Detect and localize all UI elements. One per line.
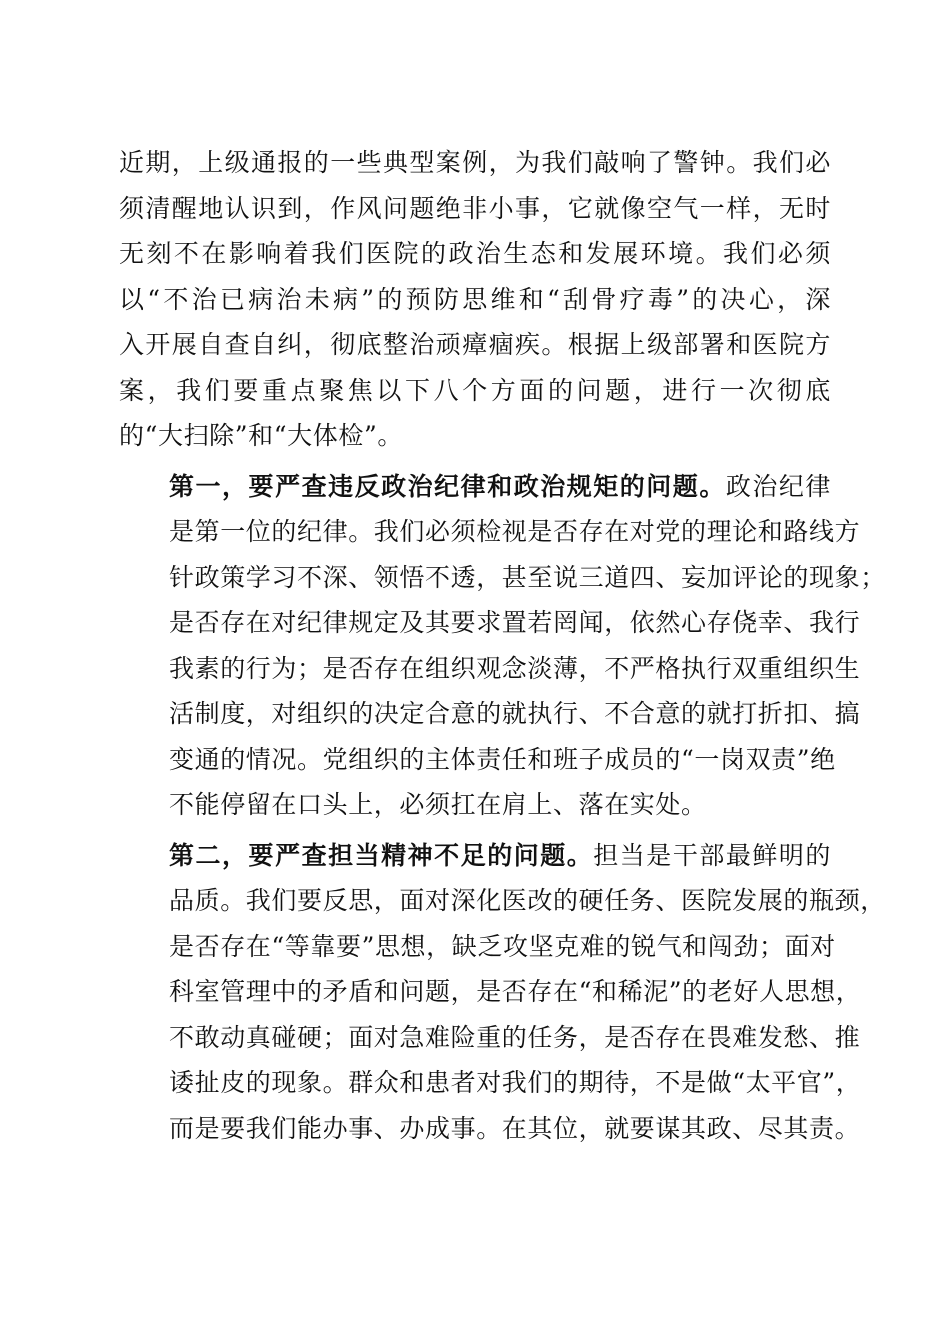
text-line bbox=[119, 277, 831, 323]
body-text: 品质。我们要反思，面对深化医改的硬任务、医院发展的瓶颈， bbox=[169, 886, 886, 915]
body-text: 近期，上级通报的一些典型案例，为我们敲响了警钟。我们必 bbox=[119, 148, 831, 177]
paragraph-2 bbox=[119, 464, 886, 828]
body-text: 诿扯皮的现象。群众和患者对我们的期待，不是做“太平官”， bbox=[169, 1068, 862, 1097]
body-text: 无刻不在影响着我们医院的政治生态和发展环境。我们必须 bbox=[119, 239, 831, 268]
text-line bbox=[119, 833, 831, 879]
text-line bbox=[119, 322, 831, 368]
text-line bbox=[119, 1106, 861, 1152]
bold-heading-text: 第一，要严查违反政治纪律和政治规矩的问题。 bbox=[169, 471, 726, 501]
text-line bbox=[119, 969, 862, 1015]
bold-heading-text: 第二，要严查担当精神不足的问题。 bbox=[169, 840, 594, 870]
paragraph-3 bbox=[119, 833, 886, 1152]
text-line bbox=[119, 231, 831, 277]
body-text: 科室管理中的矛盾和问题，是否存在“和稀泥”的老好人思想， bbox=[169, 977, 862, 1006]
text-line bbox=[119, 186, 831, 232]
body-text: 是第一位的纪律。我们必须检视是否存在对党的理论和路线方 bbox=[169, 517, 861, 546]
body-text: 的“大扫除”和“大体检”。 bbox=[119, 421, 403, 450]
body-text: 入开展自查自纠，彻底整治顽瘴痼疾。根据上级部署和医院方 bbox=[119, 330, 831, 359]
body-text: 不敢动真碰硬；面对急难险重的任务，是否存在畏难发愁、推 bbox=[169, 1022, 861, 1052]
body-text: 我素的行为；是否存在组织观念淡薄，不严格执行双重组织生 bbox=[169, 653, 861, 683]
body-text: 是否存在“等靠要”思想，缺乏攻坚克难的锐气和闯劲；面对 bbox=[169, 931, 836, 961]
body-text: 针政策学习不深、领悟不透，甚至说三道四、妄加评论的现象； bbox=[169, 562, 886, 592]
body-text: 是否存在对纪律规定及其要求置若罔闻，依然心存侥幸、我行 bbox=[169, 608, 861, 637]
body-text: 案，我们要重点聚焦以下八个方面的问题，进行一次彻底 bbox=[119, 375, 831, 405]
text-line bbox=[119, 924, 836, 970]
text-line bbox=[119, 368, 831, 414]
body-text: 担当是干部最鲜明的 bbox=[593, 840, 831, 870]
body-text: 而是要我们能办事、办成事。在其位，就要谋其政、尽其责。 bbox=[169, 1113, 861, 1143]
text-line bbox=[119, 1015, 861, 1061]
text-line bbox=[119, 509, 861, 555]
text-line bbox=[119, 1060, 862, 1106]
text-line bbox=[119, 782, 831, 828]
body-text: 须清醒地认识到，作风问题绝非小事，它就像空气一样，无时 bbox=[119, 193, 831, 223]
text-line bbox=[119, 737, 836, 783]
text-line bbox=[119, 555, 886, 601]
text-line bbox=[119, 691, 861, 737]
body-text: 变通的情况。党组织的主体责任和班子成员的“一岗双责”绝 bbox=[169, 744, 836, 774]
body-text: 以“不治已病治未病”的预防思维和“刮骨疗毒”的决心，深 bbox=[119, 284, 831, 314]
document-body bbox=[119, 140, 886, 1151]
text-line bbox=[119, 646, 861, 692]
paragraph-1 bbox=[119, 140, 831, 459]
text-line bbox=[119, 464, 831, 510]
text-line bbox=[119, 140, 831, 186]
body-text: 不能停留在口头上，必须扛在肩上、落在实处。 bbox=[169, 790, 707, 819]
text-line bbox=[119, 878, 886, 924]
text-line bbox=[119, 413, 831, 459]
body-text: 活制度，对组织的决定合意的就执行、不合意的就打折扣、搞 bbox=[169, 699, 861, 728]
text-line bbox=[119, 600, 861, 646]
body-text: 政治纪律 bbox=[725, 471, 831, 501]
